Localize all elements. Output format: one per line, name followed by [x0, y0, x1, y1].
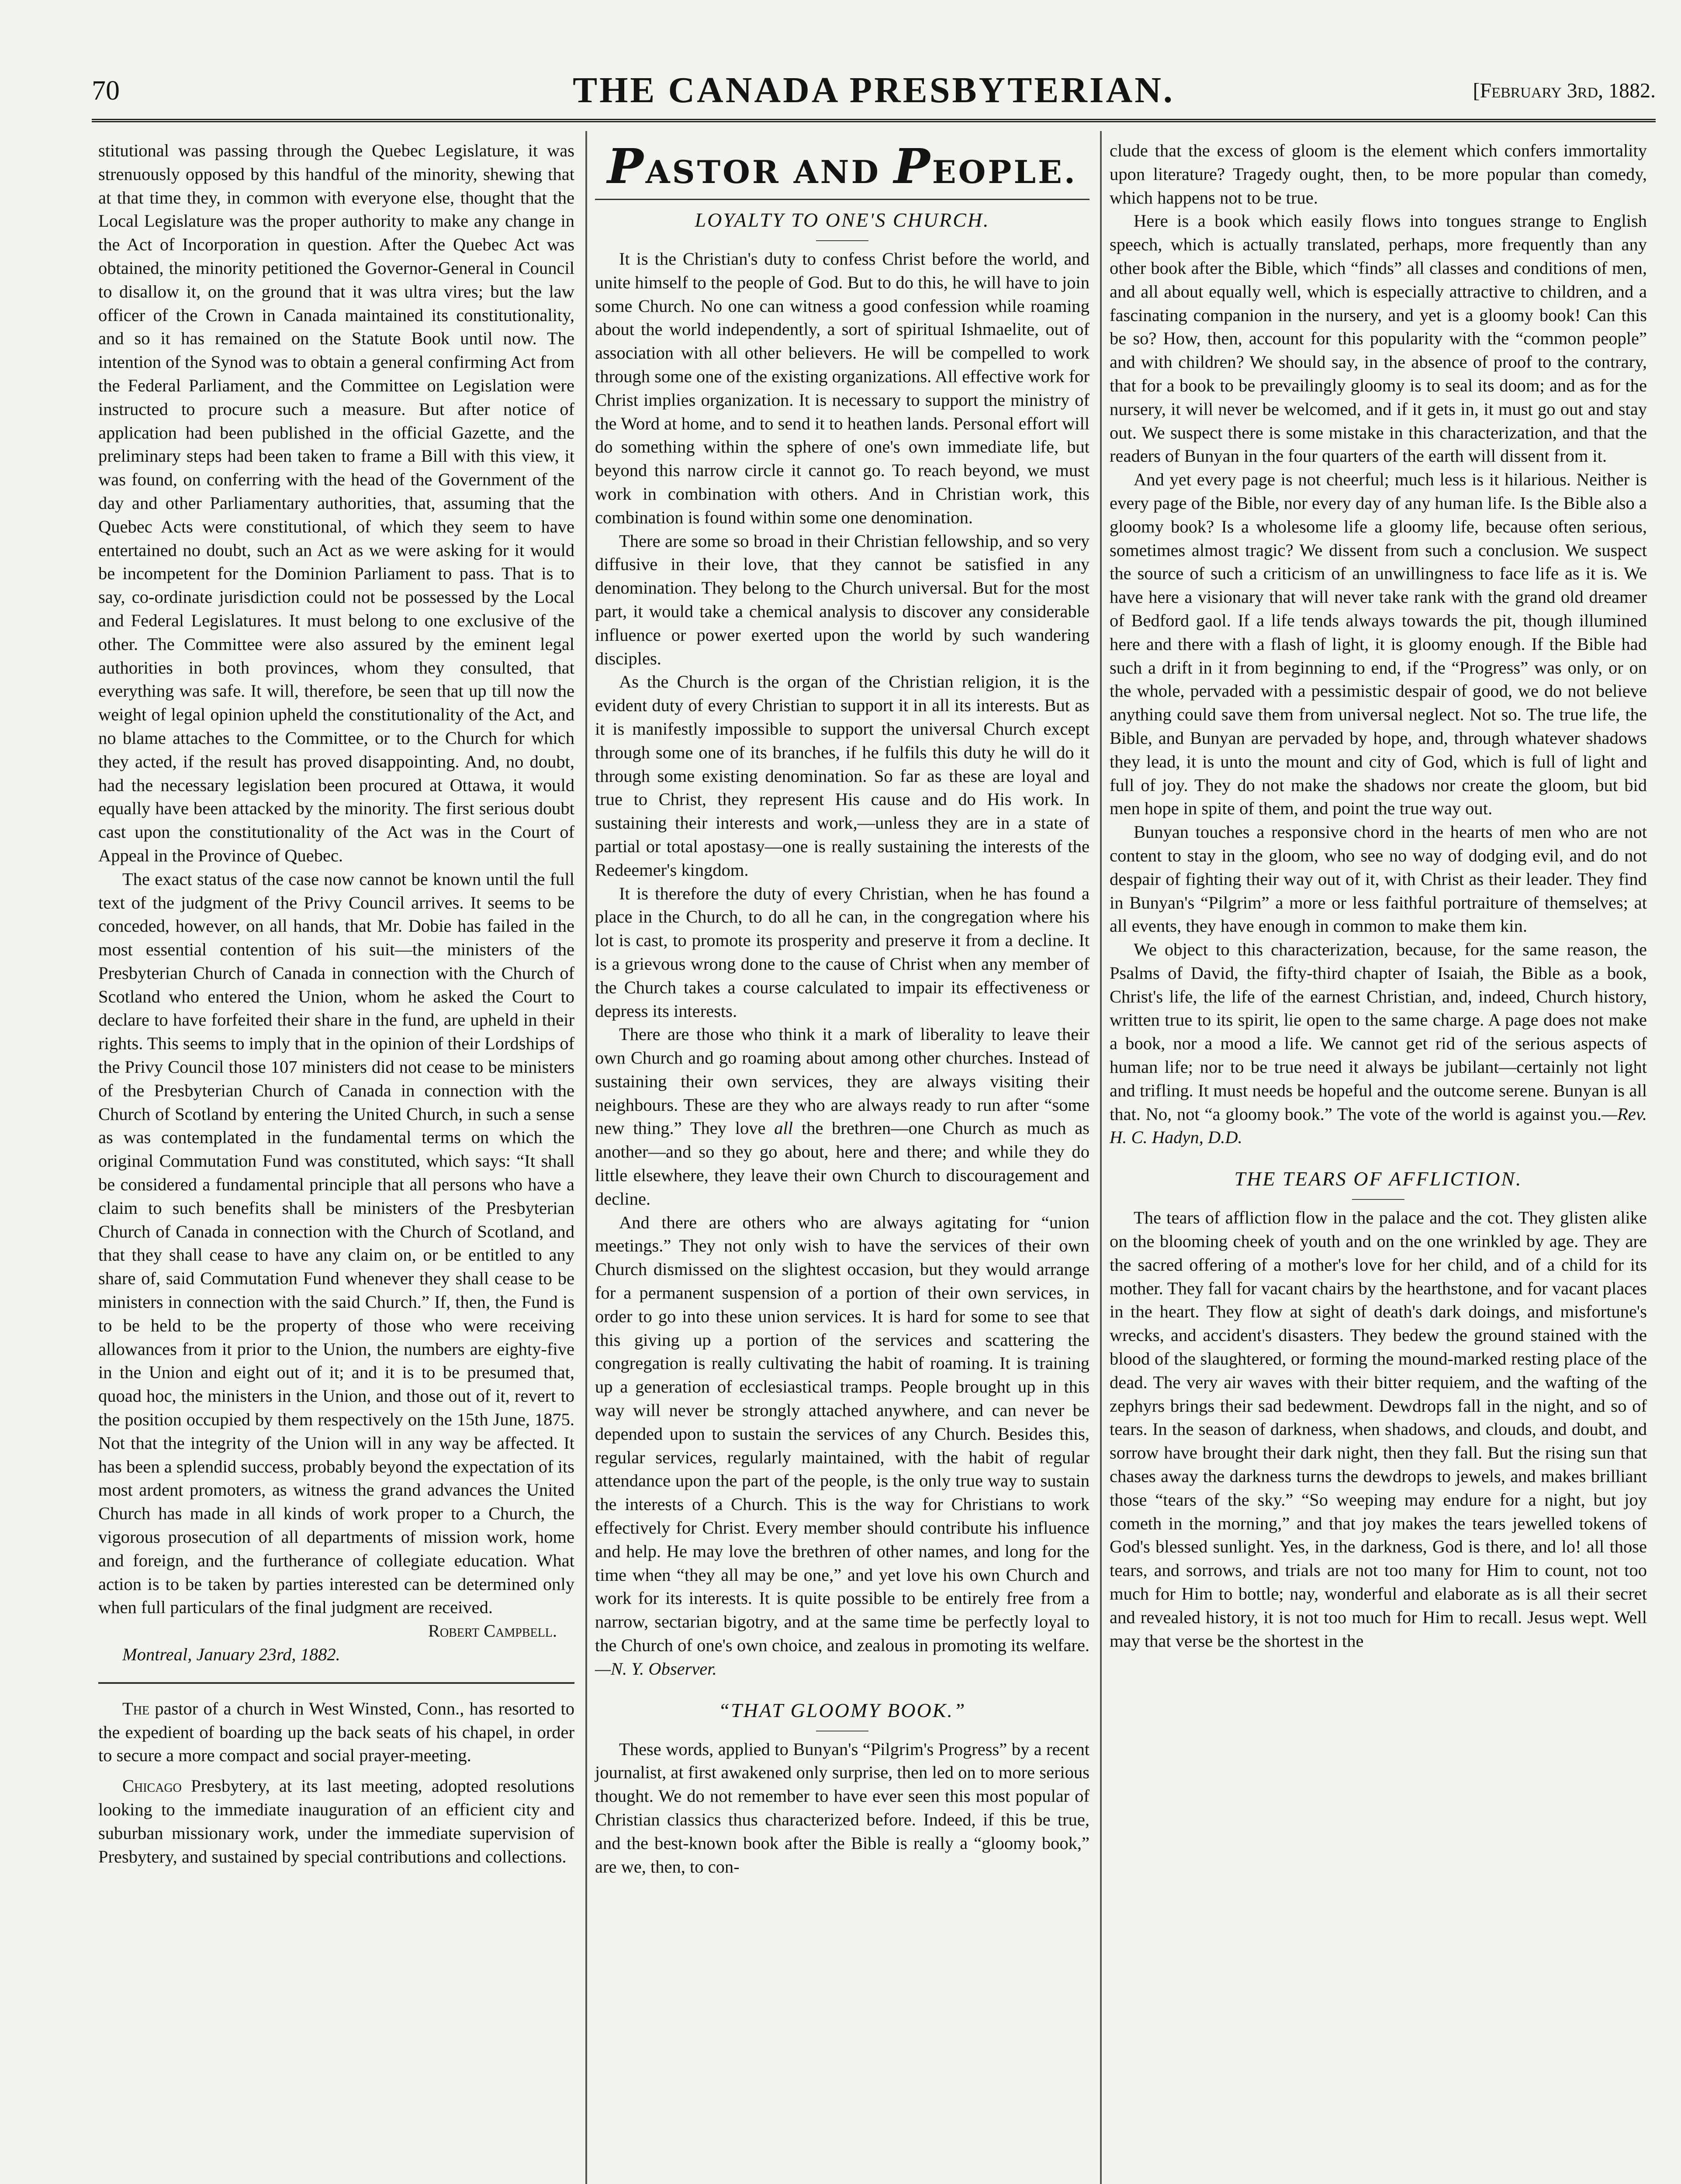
- paragraph: These words, applied to Bunyan's “Pilgrim's Progress” by a recent journalist, at first awakened only surprise, then led on to more serious thought. We do not remember to have ever seen this most popular of Christian classics thus characterized before. Indeed, if this be true, and the best-known book after the Bible is really a “gloomy book,” are we, then, to con-: [595, 1739, 1090, 1876]
- paragraph: And there are others who are always agitating for “union meetings.” They not only wish to have the services of their own Church dismissed on the slightest occasion, but they would arrange for a permanent suspension of a portion of their own services, in order to go into these union services. It is hard for some to see that this giving up a portion of the services and scattering the congregation is really cultivating the habit of roaming. It is training up a generation of ecclesiastical tramps. People brought up in this way will never be strongly attached anywhere, and can never be depended upon to sustain the services of any Church. Besides this, regular services, regularly maintained, with the habit of regular attendance upon the part of the people, is the only true way to sustain the interests of a Church. This is the way for Christians to work effectively for Christ. Every member should contribute his influence and help. He may love the brethren of other names, and long for the time when “they all may be one,” and yet love his own Church and work for its interests. It is quite possible to be entirely free from a narrow, sectarian bigotry, and at the same time be perfectly loyal to the Church of one's own choice, and zealous in promoting its welfare.—N. Y. Observer.: [595, 1212, 1090, 1679]
- paragraph: There are those who think it a mark of liberality to leave their own Church and go roaming about among other churches. Instead of sustaining their own services, they are always visiting their neighbours. These are they who are always ready to run after “some new thing.” They love all the brethren—one Church as much as another—and so they go about, here and there; and while they do little elsewhere, they leave their own Church to discouragement and decline.: [595, 1024, 1090, 1209]
- masthead-rule: [92, 119, 1656, 122]
- paragraph: It is the Christian's duty to confess Christ before the world, and unite himself to the people of God. But to do this, he will have to join some Church. No one can witness a good confession while roaming about the world independently, a sort of spiritual Ishmaelite, out of association with all other believers. He will be compelled to work through some one of the existing organizations. All effective work for Christ implies organization. It is necessary to support the ministry of the Word at home, and to send it to heathen lands. Personal effort will do something within the sphere of one's own immediate life, but beyond this narrow circle it cannot go. To reach beyond, we must work in combination with others. And in Christian work, this combination is found within some one denomination.: [595, 249, 1090, 527]
- section-rule: [98, 1682, 574, 1684]
- paragraph: clude that the excess of gloom is the element which confers immortality upon literature? Tragedy ought, then, to be more popular than comedy, which happens not to be true.: [1110, 141, 1647, 207]
- paragraph: stitutional was passing through the Quebec Legislature, it was strenuously opposed by this handful of the minority, shewing that at that time they, in common with everyone else, thought that the Local Legislature was the proper authority to make any change in the Act of Incorporation in question. After the Quebec Act was obtained, the minority petitioned the Governor-General in Council to disallow it, on the ground that it was ultra vires; but the law officer of the Crown in Canada maintained its constitutionality, and so it has remained on the Statute Book until now. The intention of the Synod was to obtain a general confirming Act from the Federal Parliament, and the Committee on Legislation were instructed to procure such a measure. But after notice of application had been published in the official Gazette, and the preliminary steps had been taken to frame a Bill with this view, it was found, on conferring with the head of the Government of the day and other Parliamentary authorities, that, assuming that the Quebec Acts were constitutional, of which they seem to have entertained no doubt, such an Act as we were asking for it would be incompetent for the Dominion Parliament to pass. That is to say, co-ordinate jurisdiction could not be possessed by the Local and Federal Legislatures. It must belong to one exclusive of the other. The Committee were also assured by the eminent legal authorities in both provinces, whom they consulted, that everything was safe. It will, therefore, be seen that up till now the weight of legal opinion upheld the constitutionality of the Act, and no blame attaches to the Committee, or to the Church for which they acted, if the result has proved disappointing. And, no doubt, had the necessary legislation been procured at Ottawa, it would equally have been attacked by the minority. The first serious doubt cast upon the constitutionality of the Act was in the Court of Appeal in the Province of Quebec.: [98, 141, 574, 865]
- article-title: “THAT GLOOMY BOOK.”: [718, 1699, 966, 1721]
- paragraph: There are some so broad in their Christian fellowship, and so very diffusive in their love, that they cannot be satisfied in any denomination. They belong to the Church universal. But for the most part, it would take a chemical analysis to discover any considerable influence or power exerted upon the world by such wandering disciples.: [595, 531, 1090, 668]
- paragraph: It is therefore the duty of every Christian, when he has found a place in the Church, to do all he can, in the congregation where his lot is cast, to promote its prosperity and preserve it from a decline. It is a grievous wrong done to the cause of Christ when any member of the Church takes a course calculated to impair its effectiveness or depress its interests.: [595, 883, 1090, 1021]
- title-rule: [1352, 1199, 1404, 1200]
- brief-text: pastor of a church in West Winsted, Conn., has resorted to the expedient of boarding up the back seats of his chapel, in order to secure a more compact and social prayer-meeting.: [98, 1698, 574, 1766]
- article-title: LOYALTY TO ONE'S CHURCH.: [695, 209, 990, 231]
- source-credit: —N. Y. Observer.: [595, 1659, 717, 1679]
- paragraph: As the Church is the organ of the Christian religion, it is the evident duty of every Christian to support it in all its interests. But as it is manifestly impossible to support the universal Church except through some one of its branches, if he fulfils this duty he will do it through some existing denomination. So far as these are loyal and true to Christ, they represent His cause and do His work. In sustaining their interests and work,—unless they are in a state of partial or total apostasy—one is really sustaining the interests of the Redeemer's kingdom.: [595, 672, 1090, 880]
- column-3: [1110, 139, 1647, 1652]
- source-credit: —Rev. H. C. Hadyn, D.D.: [1110, 1104, 1647, 1147]
- dateline: Montreal, January 23rd, 1882.: [122, 1645, 340, 1664]
- column-divider: [585, 131, 587, 2184]
- news-brief: [98, 1697, 574, 1767]
- signature: Robert Campbell.: [428, 1621, 557, 1641]
- paragraph: The exact status of the case now cannot be known until the full text of the judgment of the Privy Council arrives. It seems to be conceded, however, on all hands, that Mr. Dobie has failed in the most essential contention of his suit—the ministers of the Presbyterian Church of Canada in connection with the Church of Scotland who entered the Union, whom he asked the Court to declare to have forfeited their share in the fund, are upheld in their rights. This seems to imply that in the opinion of their Lordships of the Privy Council those 107 ministers did not cease to be ministers of the Presbyterian Church of Canada in connection with the Church of Scotland by entering the United Church, in such a sense as was contemplated in the fundamental terms on which the original Commutation Fund was constituted, which says: “It shall be considered a fundamental principle that all persons who have a claim to such benefits shall be ministers of the Presbyterian Church of Canada in connection with the Church of Scotland, and that they shall cease to have any claim on, or be entitled to any share of, said Commutation Fund whenever they shall cease to be ministers in connection with the said Church.” If, then, the Fund is to be held to be the property of those who were receiving allowances from it prior to the Union, the numbers are eighty-five in the Union and eight out of it; and it is to be presumed that, quoad hoc, the ministers in the Union, and those out of it, revert to the position occupied by them respectively on the 15th June, 1875. Not that the integrity of the Union will in any way be affected. It has been a splendid success, probably beyond the expectation of its most ardent promoters, as witness the grand advances the United Church has made in all kinds of work proper to a Church, the vigorous prosecution of all departments of mission work, home and foreign, and the furtherance of collegiate education. What action is to be taken by parties interested can be determined only when full particulars of the final judgment are received.: [98, 869, 574, 1617]
- brief-lead: Chicago: [122, 1776, 182, 1796]
- column-2: [595, 139, 1090, 1878]
- paragraph: The tears of affliction flow in the palace and the cot. They glisten alike on the blooming cheek of youth and on the one wrinkled by age. They are the sacred offering of a mother's love for her child, and of a child for its mother. They fall for vacant chairs by the hearthstone, and for vacant places in the heart. They flow at sight of death's dark doings, and misfortune's wrecks, and accident's disasters. They bedew the ground stained with the blood of the slaughtered, or forming the mound-marked resting place of the dead. The very air waves with their bitter requiem, and the wafting of the zephyrs brings their sad bedewment. Dewdrops fall in the night, and so of tears. In the season of darkness, when shadows, and clouds, and doubt, and sorrow have brought their dark night, then they fall. But the rising sun that chases away the darkness turns the dewdrops to jewels, and makes brilliant those “tears of the sky.” “So weeping may endure for a night, but joy cometh in the morning,” and that joy makes the tears jewelled tokens of God's blessed sunlight. Yes, in the darkness, God is there, and lo! all those tears, and sorrows, and trials are not too many for Him to count, not too much for Him to bottle; nay, wonderful and elaborate as is all their secret and revealed history, it is not too much for Him to recall. Jesus wept. Well may that verse be the shortest in the: [1110, 1208, 1647, 1651]
- issue-date: [February 3rd, 1882.: [1473, 79, 1656, 102]
- masthead: [92, 66, 1656, 118]
- article-title: THE TEARS OF AFFLICTION.: [1234, 1168, 1522, 1190]
- news-brief: [98, 1774, 574, 1868]
- newspaper-title: THE CANADA PRESBYTERIAN.: [573, 70, 1175, 111]
- paragraph: We object to this characterization, because, for the same reason, the Psalms of David, the fifty-third chapter of Isaiah, the Bible as a book, Christ's life, the life of the earnest Christian, and, indeed, Church history, written true to its spirit, lie open to the same charge. A page does not make a book, nor a mood a life. We cannot get rid of the serious aspects of human life; nor to be true need it always be jubilant—certainly not light and trifling. It must needs be hopeful and the outcome serene. Bunyan is all that. No, not “a gloomy book.” The vote of the world is against you.—Rev. H. C. Hadyn, D.D.: [1110, 940, 1647, 1147]
- paragraph: Here is a book which easily flows into tongues strange to English speech, which is actually translated, perhaps, more frequently than any other book after the Bible, which “finds” all classes and conditions of men, and all about equally well, which is especially attractive to children, and a fascinating companion in the nursery, and yet is a gloomy book! Can this be so? How, then, account for this popularity with the “common people” and with children? We should say, in the absence of proof to the contrary, that for a book to be prevailingly gloomy is to seal its doom; and as for the nursery, it will never be welcomed, and if it gets in, it must go out and stay out. We suspect there is some mistake in this characterization, and that the readers of Bunyan in the four quarters of the earth will dissent from it.: [1110, 211, 1647, 466]
- title-rule: [816, 240, 868, 241]
- page-number: 70: [92, 75, 120, 106]
- paragraph: Bunyan touches a responsive chord in the hearts of men who are not content to stay in the gloom, who see no way of dodging evil, and do not despair of fighting their way out of it, with Christ as their leader. They find in Bunyan's “Pilgrim” a more or less faithful portraiture of themselves; at all events, they have enough in common to make them kin.: [1110, 822, 1647, 936]
- column-1: [98, 139, 574, 1868]
- column-divider: [1100, 131, 1102, 2184]
- department-heading: PASTOR AND PEOPLE.: [607, 138, 1077, 194]
- paragraph: And yet every page is not cheerful; much less is it hilarious. Neither is every page of the Bible, nor every day of any human life. Is the Bible also a gloomy book? Is a wholesome life a gloomy life, because often serious, sometimes almost tragic? We dissent from such a conclusion. We suspect the source of such a criticism of an unwillingness to face life as it is. We have here a visionary that will never take rank with the grand old dreamer of Bedford gaol. If a life tends always towards the pit, though illumined here and there with a flash of light, it is gloomy enough. If the Bible had such a drift in it from beginning to end, if the “Progress” was only, or on the whole, pervaded with a pessimistic despair of good, we do not believe anything could save them from universal neglect. Not so. The true life, the Bible, and Bunyan are pervaded by hope, and, through whatever shadows they lead, it is unto the mount and city of God, which is full of light and full of joy. They do not make the shadows nor create the gloom, but bid men hope in spite of them, and point the true way out.: [1110, 470, 1647, 819]
- brief-lead: The: [122, 1698, 150, 1718]
- heading-rule: [595, 199, 1090, 200]
- brief-text: Presbytery, at its last meeting, adopted resolutions looking to the immediate inauguration of an efficient city and suburban missionary work, under the immediate supervision of Presbytery, and sustained by special contributions and collections.: [98, 1776, 574, 1866]
